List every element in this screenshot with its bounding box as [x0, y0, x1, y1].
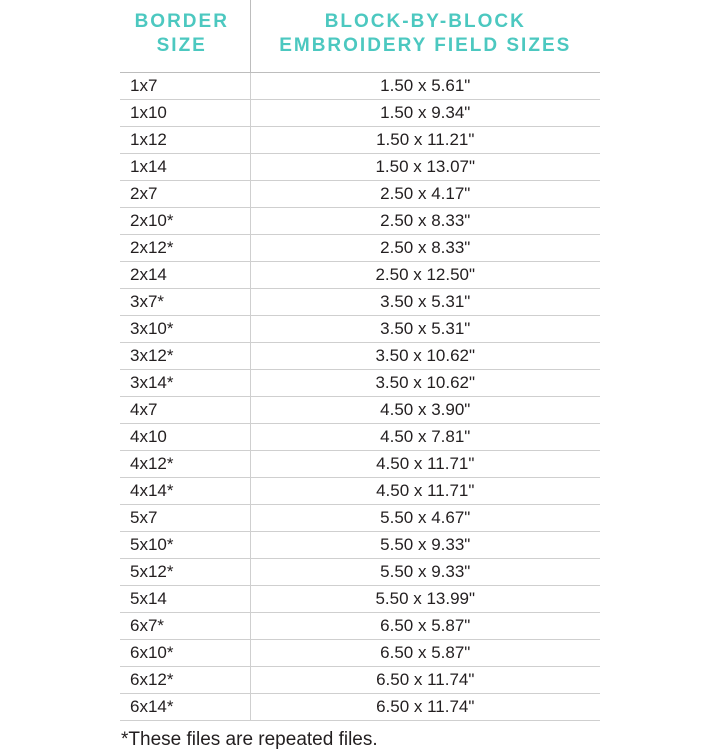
cell-border-size: 1x12: [120, 126, 250, 153]
cell-field-size: 3.50 x 10.62": [250, 369, 600, 396]
cell-field-size: 5.50 x 9.33": [250, 531, 600, 558]
cell-field-size: 1.50 x 5.61": [250, 72, 600, 99]
cell-border-size: 3x10*: [120, 315, 250, 342]
cell-field-size: 2.50 x 8.33": [250, 234, 600, 261]
cell-field-size: 4.50 x 11.71": [250, 450, 600, 477]
cell-field-size: 6.50 x 11.74": [250, 693, 600, 720]
embroidery-size-table: [120, 0, 600, 721]
table-row: [120, 531, 600, 558]
cell-field-size: 4.50 x 11.71": [250, 477, 600, 504]
table-row: [120, 153, 600, 180]
table-row: [120, 315, 600, 342]
cell-border-size: 3x7*: [120, 288, 250, 315]
table-row: [120, 693, 600, 720]
cell-border-size: 3x14*: [120, 369, 250, 396]
cell-border-size: 2x10*: [120, 207, 250, 234]
footnote-text: *These files are repeated files.: [121, 728, 378, 750]
cell-field-size: 1.50 x 11.21": [250, 126, 600, 153]
table-row: [120, 612, 600, 639]
cell-border-size: 2x12*: [120, 234, 250, 261]
cell-field-size: 6.50 x 5.87": [250, 639, 600, 666]
cell-field-size: 2.50 x 12.50": [250, 261, 600, 288]
table-header: [120, 0, 600, 72]
cell-border-size: 4x12*: [120, 450, 250, 477]
table-row: [120, 558, 600, 585]
cell-field-size: 3.50 x 5.31": [250, 315, 600, 342]
cell-field-size: 4.50 x 3.90": [250, 396, 600, 423]
cell-border-size: 5x7: [120, 504, 250, 531]
table-row: [120, 423, 600, 450]
cell-field-size: 1.50 x 13.07": [250, 153, 600, 180]
cell-field-size: 3.50 x 5.31": [250, 288, 600, 315]
cell-border-size: 1x14: [120, 153, 250, 180]
cell-border-size: 6x12*: [120, 666, 250, 693]
table-header-row: [120, 0, 600, 72]
cell-border-size: 3x12*: [120, 342, 250, 369]
table-row: [120, 396, 600, 423]
cell-field-size: 4.50 x 7.81": [250, 423, 600, 450]
table-row: [120, 504, 600, 531]
cell-border-size: 2x7: [120, 180, 250, 207]
table-row: [120, 261, 600, 288]
table-row: [120, 288, 600, 315]
cell-border-size: 6x7*: [120, 612, 250, 639]
cell-border-size: 5x14: [120, 585, 250, 612]
table-row: [120, 126, 600, 153]
table-row: [120, 180, 600, 207]
table-row: [120, 585, 600, 612]
cell-border-size: 1x10: [120, 99, 250, 126]
cell-border-size: 2x14: [120, 261, 250, 288]
cell-field-size: 2.50 x 4.17": [250, 180, 600, 207]
cell-field-size: 5.50 x 9.33": [250, 558, 600, 585]
table-row: [120, 72, 600, 99]
cell-border-size: 5x10*: [120, 531, 250, 558]
cell-field-size: 5.50 x 4.67": [250, 504, 600, 531]
table-row: [120, 639, 600, 666]
cell-border-size: 5x12*: [120, 558, 250, 585]
cell-border-size: 6x10*: [120, 639, 250, 666]
cell-border-size: 6x14*: [120, 693, 250, 720]
cell-field-size: 5.50 x 13.99": [250, 585, 600, 612]
table-row: [120, 234, 600, 261]
cell-border-size: 1x7: [120, 72, 250, 99]
cell-border-size: 4x14*: [120, 477, 250, 504]
table-row: [120, 207, 600, 234]
table-row: [120, 369, 600, 396]
table-row: [120, 666, 600, 693]
table-row: [120, 450, 600, 477]
column-header-field-sizes: BLOCK-BY-BLOCK EMBROIDERY FIELD SIZES: [250, 0, 600, 72]
table-row: [120, 99, 600, 126]
cell-border-size: 4x10: [120, 423, 250, 450]
column-header-border-size: BORDER SIZE: [120, 0, 250, 72]
cell-field-size: 3.50 x 10.62": [250, 342, 600, 369]
cell-field-size: 2.50 x 8.33": [250, 207, 600, 234]
cell-border-size: 4x7: [120, 396, 250, 423]
cell-field-size: 6.50 x 5.87": [250, 612, 600, 639]
cell-field-size: 1.50 x 9.34": [250, 99, 600, 126]
table-row: [120, 477, 600, 504]
cell-field-size: 6.50 x 11.74": [250, 666, 600, 693]
table-row: [120, 342, 600, 369]
table-body: [120, 72, 600, 720]
